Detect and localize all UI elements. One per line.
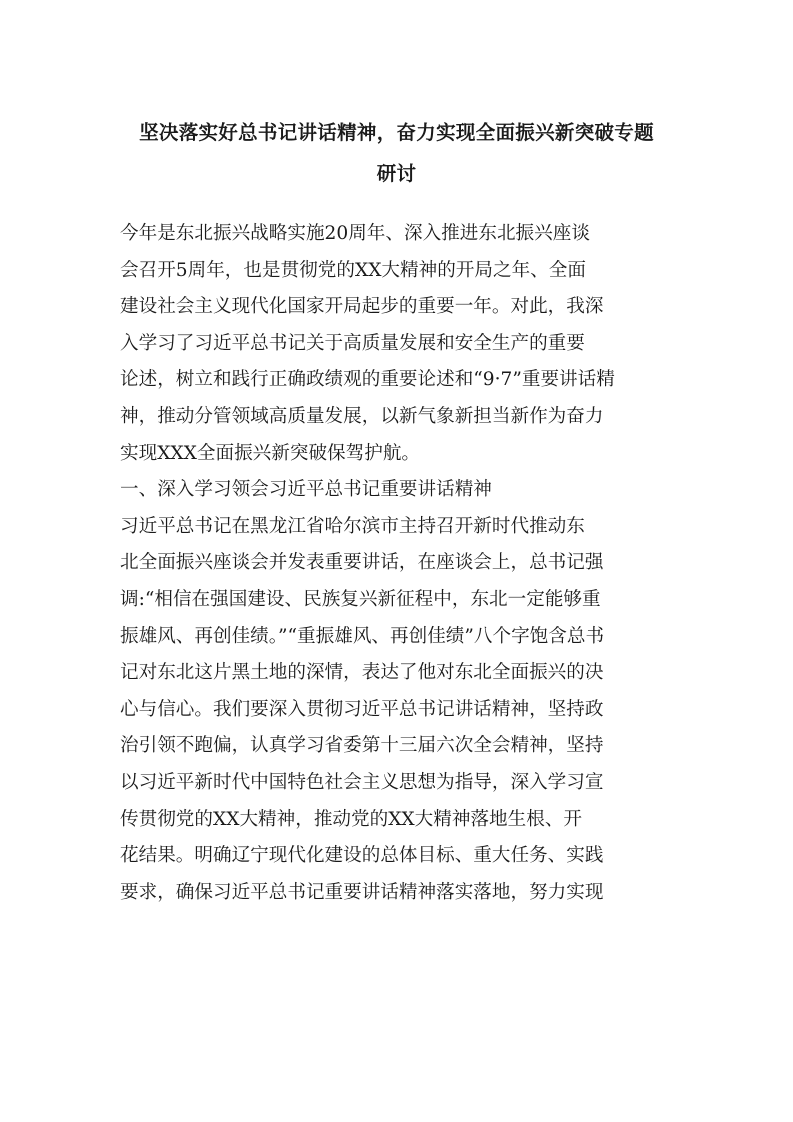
text-line: 以习近平新时代中国特色社会主义思想为指导，深入学习宣 [120,771,604,793]
text-line: 入学习了习近平总书记关于高质量发展和安全生产的重要 [120,332,585,354]
text-line: 心与信心。我们要深入贯彻习近平总书记讲话精神，坚持政 [120,698,604,720]
text-line: 北全面振兴座谈会并发表重要讲话，在座谈会上，总书记强 [120,552,604,574]
text-line: 记对东北这片黑土地的深情，表达了他对东北全面振兴的决 [120,662,604,684]
section-heading: 一、深入学习领会习近平总书记重要讲话精神 [120,479,492,501]
intro-paragraph [120,216,673,472]
text-line: 神，推动分管领域高质量发展，以新气象新担当新作为奋力 [120,405,604,427]
text-line: 治引领不跑偏，认真学习省委第十三届六次全会精神，坚持 [120,735,604,757]
title-line: 研讨 [376,162,417,185]
text-line: 调:“相信在强国建设、民族复兴新征程中，东北一定能够重 [120,588,601,610]
text-line: 振雄风、再创佳绩。”“重振雄风、再创佳绩”八个字饱含总书 [120,625,605,647]
text-line: 花结果。明确辽宁现代化建设的总体目标、重大任务、实践 [120,845,604,867]
text-line: 建设社会主义现代化国家开局起步的重要一年。对此，我深 [120,296,604,318]
document-title [120,112,673,194]
text-line: 传贯彻党的XX大精神，推动党的XX大精神落地生根、开 [120,808,583,830]
text-line: 论述，树立和践行正确政绩观的重要论述和“9·7”重要讲话精 [120,369,615,391]
section-paragraph [120,509,673,912]
text-line: 实现XXX全面振兴新突破保驾护航。 [120,442,421,464]
text-line: 今年是东北振兴战略实施20周年、深入推进东北振兴座谈 [120,223,590,244]
text-line: 习近平总书记在黑龙江省哈尔滨市主持召开新时代推动东 [120,515,585,537]
text-line: 要求，确保习近平总书记重要讲话精神落实落地，努力实现 [120,881,604,903]
title-line: 坚决落实好总书记讲话精神，奋力实现全面振兴新突破专题 [139,121,654,144]
text-line: 会召开5周年，也是贯彻党的XX大精神的开局之年、全面 [120,259,586,281]
